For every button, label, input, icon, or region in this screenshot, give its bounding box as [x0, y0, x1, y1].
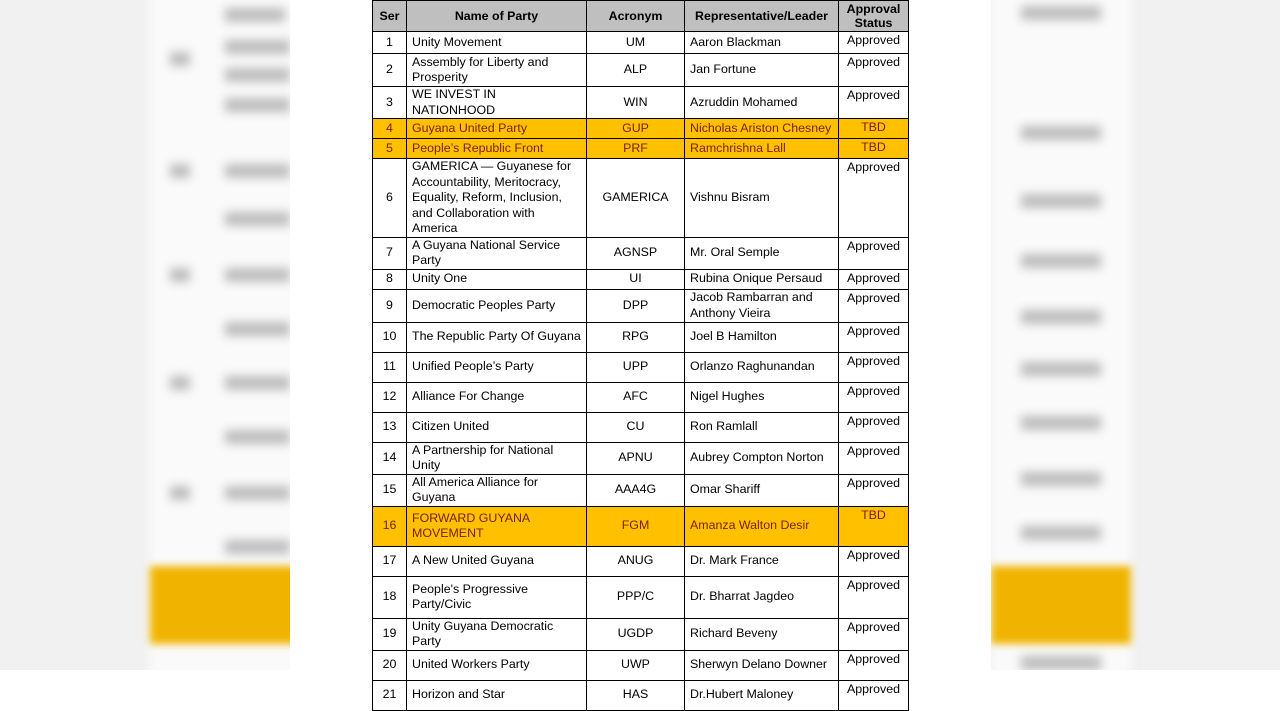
header-ser: Ser — [373, 1, 407, 32]
approval-status-cell: Approved — [839, 474, 909, 506]
header-representative-leader: Representative/Leader — [685, 1, 839, 32]
table-row — [373, 352, 909, 382]
table-row — [373, 576, 909, 618]
party-name-cell: Citizen United — [407, 412, 587, 442]
acronym-cell: UGDP — [587, 618, 685, 650]
party-name-cell: WE INVEST IN NATIONHOOD — [407, 87, 587, 119]
acronym-cell: AAA4G — [587, 474, 685, 506]
header-acronym: Acronym — [587, 1, 685, 32]
acronym-cell: UPP — [587, 352, 685, 382]
party-name-cell: Alliance For Change — [407, 382, 587, 412]
approval-status-cell: Approved — [839, 618, 909, 650]
leader-cell: Amanza Walton Desir — [685, 506, 839, 546]
party-approval-table — [372, 0, 909, 711]
acronym-cell: ANUG — [587, 546, 685, 576]
acronym-cell: PRF — [587, 139, 685, 159]
party-name-cell: Assembly for Liberty and Prosperity — [407, 54, 587, 87]
ser-cell: 13 — [373, 412, 407, 442]
table-row — [373, 269, 909, 289]
approval-status-cell: Approved — [839, 54, 909, 87]
table-row — [373, 159, 909, 238]
leader-cell: Richard Beveny — [685, 618, 839, 650]
approval-status-cell: TBD — [839, 506, 909, 546]
blurred-background-right — [991, 0, 1280, 670]
table-row — [373, 289, 909, 322]
header-approval-status: Approval Status — [839, 1, 909, 32]
leader-cell: Joel B Hamilton — [685, 322, 839, 352]
acronym-cell: ALP — [587, 54, 685, 87]
leader-cell: Jan Fortune — [685, 54, 839, 87]
approval-status-cell: Approved — [839, 412, 909, 442]
ser-cell: 17 — [373, 546, 407, 576]
table-row — [373, 139, 909, 159]
leader-cell: Jacob Rambarran and Anthony Vieira — [685, 289, 839, 322]
ser-cell: 4 — [373, 119, 407, 139]
table-row — [373, 650, 909, 680]
ser-cell: 20 — [373, 650, 407, 680]
acronym-cell: DPP — [587, 289, 685, 322]
approval-status-cell: Approved — [839, 32, 909, 54]
table-row — [373, 54, 909, 87]
table-row — [373, 680, 909, 710]
blurred-background-left — [0, 0, 290, 670]
approval-status-cell: Approved — [839, 159, 909, 238]
party-name-cell: People's Progressive Party/Civic — [407, 576, 587, 618]
acronym-cell: UI — [587, 269, 685, 289]
table-row — [373, 237, 909, 269]
acronym-cell: UM — [587, 32, 685, 54]
ser-cell: 18 — [373, 576, 407, 618]
ser-cell: 14 — [373, 442, 407, 474]
acronym-cell: FGM — [587, 506, 685, 546]
table-row — [373, 32, 909, 54]
ser-cell: 1 — [373, 32, 407, 54]
leader-cell: Dr.Hubert Maloney — [685, 680, 839, 710]
ser-cell: 6 — [373, 159, 407, 238]
acronym-cell: GUP — [587, 119, 685, 139]
ser-cell: 7 — [373, 237, 407, 269]
acronym-cell: HAS — [587, 680, 685, 710]
table-row — [373, 618, 909, 650]
table-row — [373, 442, 909, 474]
acronym-cell: CU — [587, 412, 685, 442]
party-name-cell: Unified People’s Party — [407, 352, 587, 382]
approval-status-cell: TBD — [839, 119, 909, 139]
approval-status-cell: Approved — [839, 269, 909, 289]
approval-status-cell: Approved — [839, 87, 909, 119]
leader-cell: Ramchrishna Lall — [685, 139, 839, 159]
approval-status-cell: Approved — [839, 322, 909, 352]
party-name-cell: A Partnership for National Unity — [407, 442, 587, 474]
leader-cell: Vishnu Bisram — [685, 159, 839, 238]
leader-cell: Ron Ramlall — [685, 412, 839, 442]
party-name-cell: The Republic Party Of Guyana — [407, 322, 587, 352]
approval-status-cell: Approved — [839, 289, 909, 322]
ser-cell: 5 — [373, 139, 407, 159]
approval-status-cell: Approved — [839, 680, 909, 710]
approval-status-cell: TBD — [839, 139, 909, 159]
leader-cell: Dr. Mark France — [685, 546, 839, 576]
ser-cell: 15 — [373, 474, 407, 506]
leader-cell: Orlanzo Raghunandan — [685, 352, 839, 382]
ser-cell: 3 — [373, 87, 407, 119]
acronym-cell: PPP/C — [587, 576, 685, 618]
party-name-cell: Horizon and Star — [407, 680, 587, 710]
table-row — [373, 412, 909, 442]
table-row — [373, 546, 909, 576]
ser-cell: 10 — [373, 322, 407, 352]
party-name-cell: Democratic Peoples Party — [407, 289, 587, 322]
ser-cell: 11 — [373, 352, 407, 382]
approval-status-cell: Approved — [839, 546, 909, 576]
party-name-cell: Unity One — [407, 269, 587, 289]
leader-cell: Nigel Hughes — [685, 382, 839, 412]
party-name-cell: Unity Guyana Democratic Party — [407, 618, 587, 650]
table-row — [373, 474, 909, 506]
table-row — [373, 322, 909, 352]
approval-status-cell: Approved — [839, 442, 909, 474]
table-row — [373, 119, 909, 139]
leader-cell: Nicholas Ariston Chesney — [685, 119, 839, 139]
approval-status-cell: Approved — [839, 237, 909, 269]
acronym-cell: GAMERICA — [587, 159, 685, 238]
party-name-cell: FORWARD GUYANA MOVEMENT — [407, 506, 587, 546]
table-row — [373, 382, 909, 412]
ser-cell: 2 — [373, 54, 407, 87]
acronym-cell: AFC — [587, 382, 685, 412]
leader-cell: Rubina Onique Persaud — [685, 269, 839, 289]
party-name-cell: A New United Guyana — [407, 546, 587, 576]
table-body — [373, 32, 909, 711]
leader-cell: Sherwyn Delano Downer — [685, 650, 839, 680]
party-name-cell: A Guyana National Service Party — [407, 237, 587, 269]
leader-cell: Azruddin Mohamed — [685, 87, 839, 119]
acronym-cell: APNU — [587, 442, 685, 474]
approval-status-cell: Approved — [839, 382, 909, 412]
approval-status-cell: Approved — [839, 650, 909, 680]
ser-cell: 9 — [373, 289, 407, 322]
ser-cell: 21 — [373, 680, 407, 710]
table-row — [373, 87, 909, 119]
leader-cell: Mr. Oral Semple — [685, 237, 839, 269]
header-name-of-party: Name of Party — [407, 1, 587, 32]
leader-cell: Omar Shariff — [685, 474, 839, 506]
approval-status-cell: Approved — [839, 352, 909, 382]
header-row — [373, 1, 909, 32]
leader-cell: Aaron Blackman — [685, 32, 839, 54]
approval-status-cell: Approved — [839, 576, 909, 618]
table-header — [373, 1, 909, 32]
acronym-cell: WIN — [587, 87, 685, 119]
party-name-cell: Guyana United Party — [407, 119, 587, 139]
party-name-cell: People’s Republic Front — [407, 139, 587, 159]
party-name-cell: GAMERICA — Guyanese for Accountability, Meritocracy, Equality, Reform, Inclusion, and Collaboration with America — [407, 159, 587, 238]
table-row — [373, 506, 909, 546]
acronym-cell: AGNSP — [587, 237, 685, 269]
party-name-cell: All America Alliance for Guyana — [407, 474, 587, 506]
ser-cell: 16 — [373, 506, 407, 546]
leader-cell: Dr. Bharrat Jagdeo — [685, 576, 839, 618]
party-name-cell: Unity Movement — [407, 32, 587, 54]
ser-cell: 8 — [373, 269, 407, 289]
ser-cell: 19 — [373, 618, 407, 650]
leader-cell: Aubrey Compton Norton — [685, 442, 839, 474]
acronym-cell: RPG — [587, 322, 685, 352]
party-name-cell: United Workers Party — [407, 650, 587, 680]
ser-cell: 12 — [373, 382, 407, 412]
party-approval-document — [372, 0, 908, 711]
acronym-cell: UWP — [587, 650, 685, 680]
